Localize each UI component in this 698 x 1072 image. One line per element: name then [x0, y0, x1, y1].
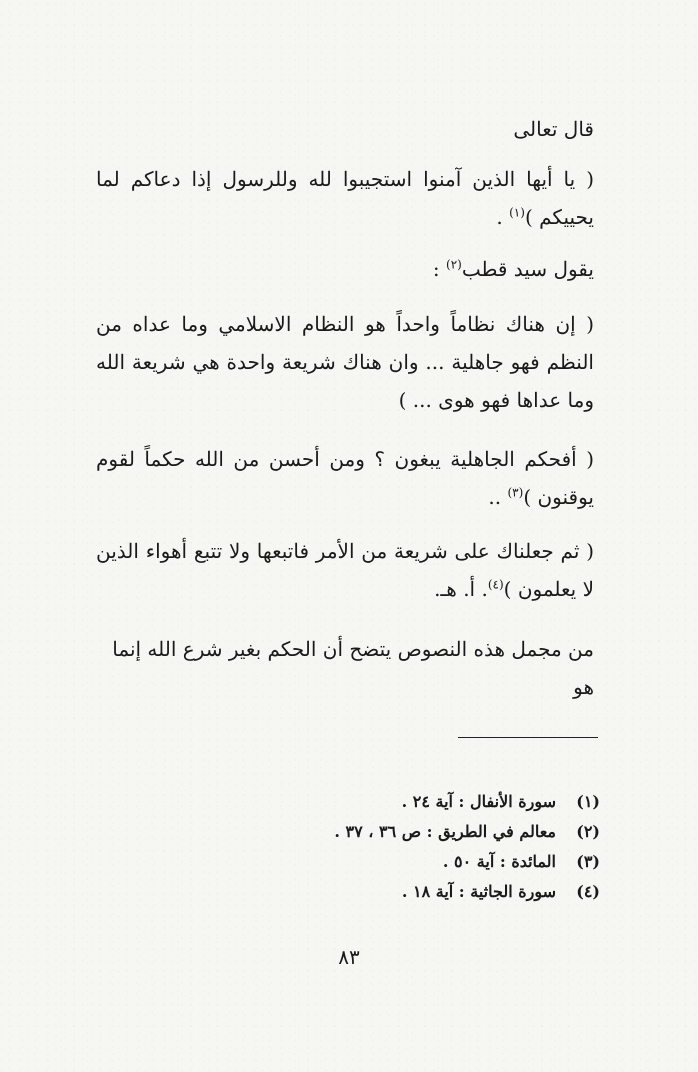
quote-text: ( إن هناك نظاماً واحداً هو النظام الاسلامي وما عداه من النظم فهو جاهلية ... وان هناك شريعة واحدة هي شريعة الله وما عداها فهو هوى ... ) — [96, 312, 594, 412]
footnote-text: معالم في الطريق : ص ٣٦ ، ٣٧ . — [334, 821, 556, 841]
footnote-number: (٢) — [576, 821, 600, 841]
footnote-marker-2: (٢) — [446, 257, 462, 272]
quran-verse-2 — [96, 440, 594, 516]
footnote-item — [240, 876, 600, 906]
footnote-marker-1: (١) — [509, 205, 525, 220]
sayyid-qutb-quote — [96, 305, 594, 419]
footnote-item — [240, 816, 600, 846]
footnote-text: سورة الجاثية : آية ١٨ . — [401, 881, 556, 901]
footnote-number: (٣) — [576, 851, 600, 871]
verse-2-text: ( أفحكم الجاهلية يبغون ؟ ومن أحسن من الله حكماً لقوم يوقنون ) — [96, 447, 594, 509]
page-number: ٨٣ — [338, 945, 360, 969]
sayyid-qutb-intro — [96, 250, 594, 288]
intro-heading-text: قال تعالى — [513, 117, 594, 141]
footnote-marker-4: (٤) — [487, 577, 504, 592]
verse-3-tail: . أ. هـ. — [434, 577, 488, 601]
quran-verse-1 — [96, 160, 594, 236]
footnote-number: (١) — [576, 791, 600, 811]
footnote-marker-3: (٣) — [507, 485, 524, 500]
verse-1-text: ( يا أيها الذين آمنوا استجيبوا لله وللرسول إذا دعاكم لما يحييكم ) — [96, 167, 594, 229]
verse-2-tail: .. — [488, 485, 508, 509]
footnote-item — [240, 846, 600, 876]
footnote-text: سورة الأنفال : آية ٢٤ . — [401, 791, 556, 811]
footnote-text: المائدة : آية ٥٠ . — [442, 851, 556, 871]
closing-text: من مجمل هذه النصوص يتضح أن الحكم بغير شرع الله إنما هو — [112, 637, 594, 699]
footnote-item — [240, 786, 600, 816]
closing-paragraph — [96, 630, 594, 706]
intro-heading — [96, 110, 594, 148]
sayyid-intro-tail: : — [432, 257, 446, 281]
quran-verse-3 — [96, 532, 594, 608]
footnote-number: (٤) — [576, 881, 600, 901]
footnotes-list — [240, 786, 600, 906]
verse-1-tail: . — [496, 205, 510, 229]
footnote-divider — [458, 737, 598, 738]
sayyid-intro-text: يقول سيد قطب — [461, 257, 594, 281]
verse-3-text: ( ثم جعلناك على شريعة من الأمر فاتبعها ولا تتبع أهواء الذين لا يعلمون ) — [96, 539, 594, 601]
